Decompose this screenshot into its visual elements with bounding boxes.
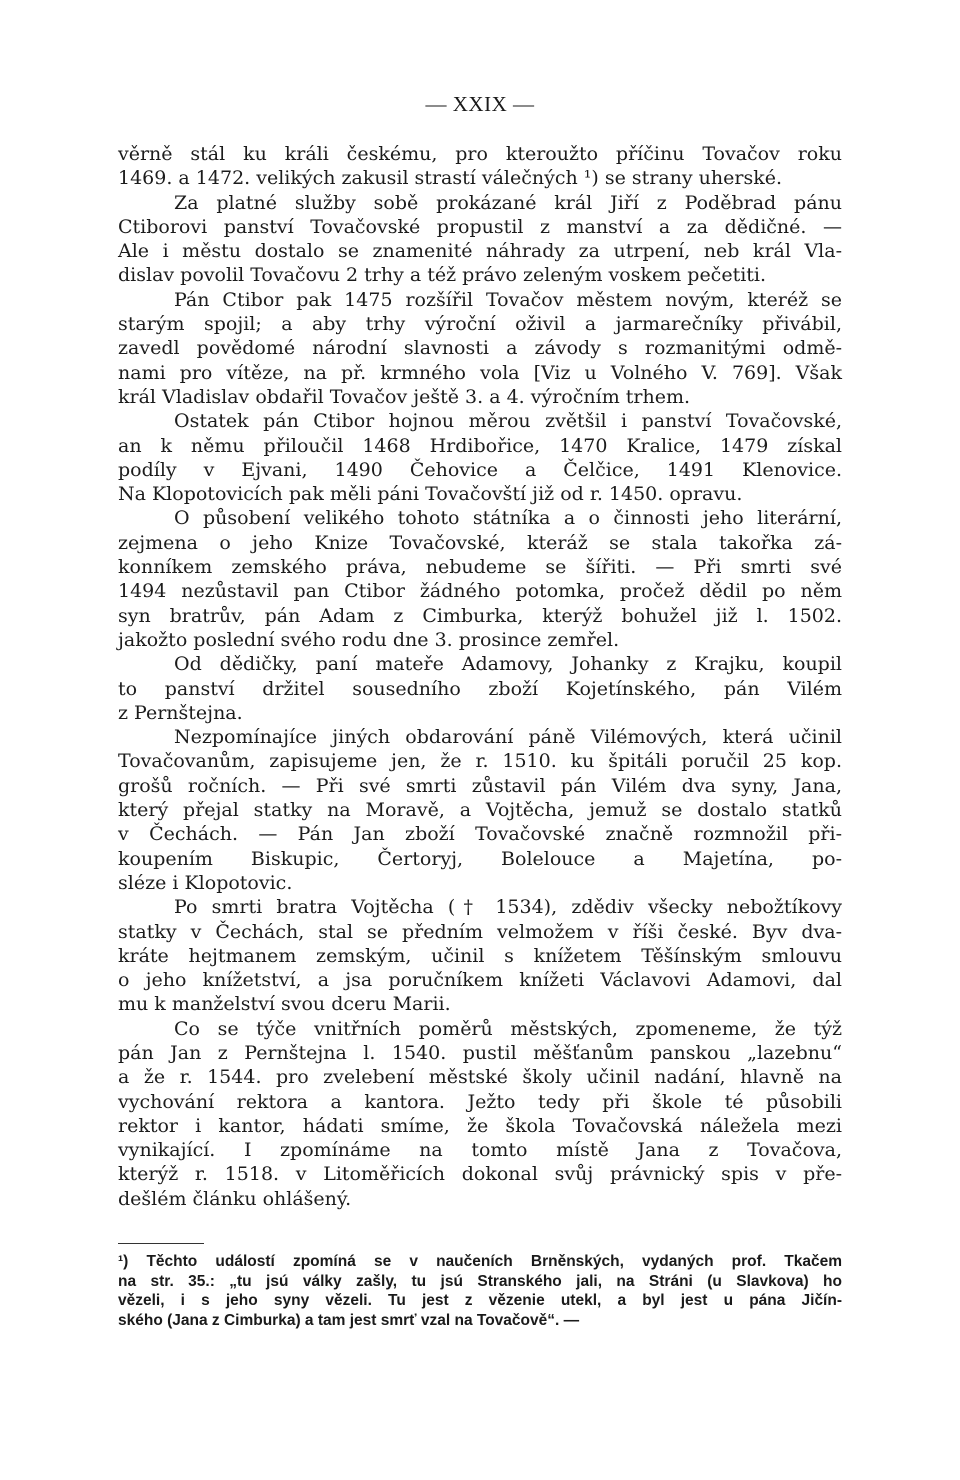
paragraph — [118, 409, 842, 506]
text-line: grošů ročních. — Při své smrti zůstavil pán Vilém dva syny, Jana, — [118, 774, 842, 797]
text-line: věrně stál ku králi českému, pro kteroužto příčinu Tovačov roku — [118, 143, 842, 165]
paragraph — [118, 725, 842, 895]
text-line: 1469. a 1472. velikých zakusil strastí válečných ¹) se strany uherské. — [118, 167, 783, 190]
text-line: to panství držitel sousedního zboží Kojetínského, pán Vilém — [118, 677, 842, 700]
paragraph — [118, 191, 842, 288]
text-line: O působení velikého tohoto státníka a o činnosti jeho literární, — [174, 507, 842, 530]
text-line: 1494 nezůstavil pan Ctibor žádného potomka, pročež dědil po něm — [118, 580, 842, 603]
text-line: který přejal statky na Moravě, a Vojtěcha, jemuž se dostalo statků — [118, 799, 842, 822]
text-line: dešlém článku ohlášený. — [118, 1187, 352, 1210]
text-line: Na Klopotovicích pak měli páni Tovačovští již od r. 1450. opravu. — [118, 483, 743, 506]
text-line: pán Jan z Pernštejna l. 1540. pustil měšťanům panskou „lazebnu“ — [118, 1041, 842, 1064]
footnote-line: ského (Jana z Cimburka) a tam jest smrť vzal na Tovačově“. — — [118, 1311, 580, 1329]
text-line: nami pro vítěze, na př. krmného vola [Viz u Volného V. 769]. Však — [118, 361, 842, 384]
paragraph — [118, 142, 842, 191]
footnote-line: na str. 35.: „tu jsú války zašly, tu jsú Stranského jali, na Stráni (u Slavkova) ho — [118, 1272, 842, 1290]
text-line: sléze i Klopotovic. — [118, 871, 293, 894]
text-line: král Vladislav obdařil Tovačov ještě 3. a 4. výročním trhem. — [118, 385, 691, 408]
text-line: v Čechách. — Pán Jan zboží Tovačovské značně rozmnožil při- — [118, 823, 842, 846]
text-line: jakožto poslední svého rodu dne 3. prosince zemřel. — [118, 628, 620, 651]
paragraph — [118, 1017, 842, 1211]
footnote-line: vězeli, i s jeho syny vězeli. Tu jest z vězenie utekl, a byl jest u pána Jičín- — [118, 1292, 842, 1310]
text-line: Za platné služby sobě prokázané král Jiří z Poděbrad pánu — [174, 191, 842, 214]
text-line: Co se týče vnitřních poměrů městských, zpomeneme, že týž — [174, 1017, 842, 1040]
footnote-line: ¹) Těchto událostí zpomíná se v naučeních Brněnských, vydaných prof. Tkačem — [118, 1253, 842, 1270]
text-line: vychování rektora a kantora. Ježto tedy při škole té působili — [118, 1090, 842, 1113]
text-line: mu k manželství svou dceru Marii. — [118, 993, 451, 1016]
text-line: Nezpomínajíce jiných obdarování páně Vilémových, která učinil — [174, 726, 842, 749]
text-line: podíly v Ejvani, 1490 Čehovice a Čelčice, 1491 Klenovice. — [118, 458, 842, 481]
text-line: syn bratrův, pán Adam z Cimburka, kterýž bohužel již l. 1502. — [118, 604, 842, 627]
text-line: starým spojil; a aby trhy výroční oživil a jarmarečníky přivábil, — [118, 313, 842, 336]
text-line: zavedl povědomé národní slavnosti a závody s rozmanitými odmě- — [118, 337, 842, 360]
text-line: zejmena o jeho Knize Tovačovské, kteráž se stala takořka zá- — [118, 531, 842, 554]
text-line: Po smrti bratra Vojtěcha († 1534), zdědiv všecky nebožtíkovy — [174, 896, 842, 919]
paragraph — [118, 288, 842, 409]
text-line: z Pernštejna. — [118, 701, 243, 724]
text-line: o jeho knížetství, a jsa poručníkem knížeti Václavovi Adamovi, dal — [118, 969, 842, 992]
text-line: koupením Biskupic, Čertoryj, Bolelouce a Majetína, po- — [118, 847, 842, 870]
text-line: Pán Ctibor pak 1475 rozšířil Tovačov městem novým, kteréž se — [174, 288, 842, 311]
text-line: Ale i městu dostalo se znamenité náhrady za utrpení, neb král Vla- — [118, 240, 842, 263]
text-line: vynikající. I zpomínáme na tomto místě Jana z Tovačova, — [118, 1139, 842, 1162]
paragraph — [118, 652, 842, 725]
footnote — [118, 1252, 842, 1330]
text-line: statky v Čechách, stal se předním velmožem v říši české. Byv dva- — [118, 920, 842, 943]
paragraph — [118, 506, 842, 652]
text-line: rektor i kantor, hádati smíme, že škola Tovačovská náležela mezi — [118, 1114, 842, 1137]
text-line: kráte hejtmanem zemským, učinil s knížetem Těšínským smlouvu — [118, 944, 842, 967]
paragraph — [118, 895, 842, 1016]
text-line: Tovačovanům, zapisujeme jen, že r. 1510. ku špitáli poručil 25 kop. — [118, 750, 842, 773]
text-line: konníkem zemského práva, nebudeme se šířiti. — Při smrti své — [118, 556, 842, 579]
footnote-divider — [118, 1243, 204, 1244]
text-line: Od dědičky, paní mateře Adamovy, Johanky z Krajku, koupil — [174, 653, 842, 676]
text-line: an k němu přiloučil 1468 Hrdibořice, 1470 Kralice, 1479 získal — [118, 434, 842, 457]
page-number-header: — XXIX — — [425, 92, 535, 116]
text-line: kterýž r. 1518. v Litoměřicích dokonal svůj právnický spis v pře- — [118, 1163, 842, 1186]
text-line: Ctiborovi panství Tovačovské propustil z manství a za dědičné. — — [118, 215, 842, 238]
text-line: dislav povolil Tovačovu 2 trhy a též právo zeleným voskem pečetiti. — [118, 264, 767, 287]
main-text — [118, 142, 842, 1211]
text-line: Ostatek pán Ctibor hojnou měrou zvětšil i panství Tovačovské, — [174, 410, 842, 433]
text-line: a že r. 1544. pro zvelebení městské školy učinil nadání, hlavně na — [118, 1066, 842, 1089]
